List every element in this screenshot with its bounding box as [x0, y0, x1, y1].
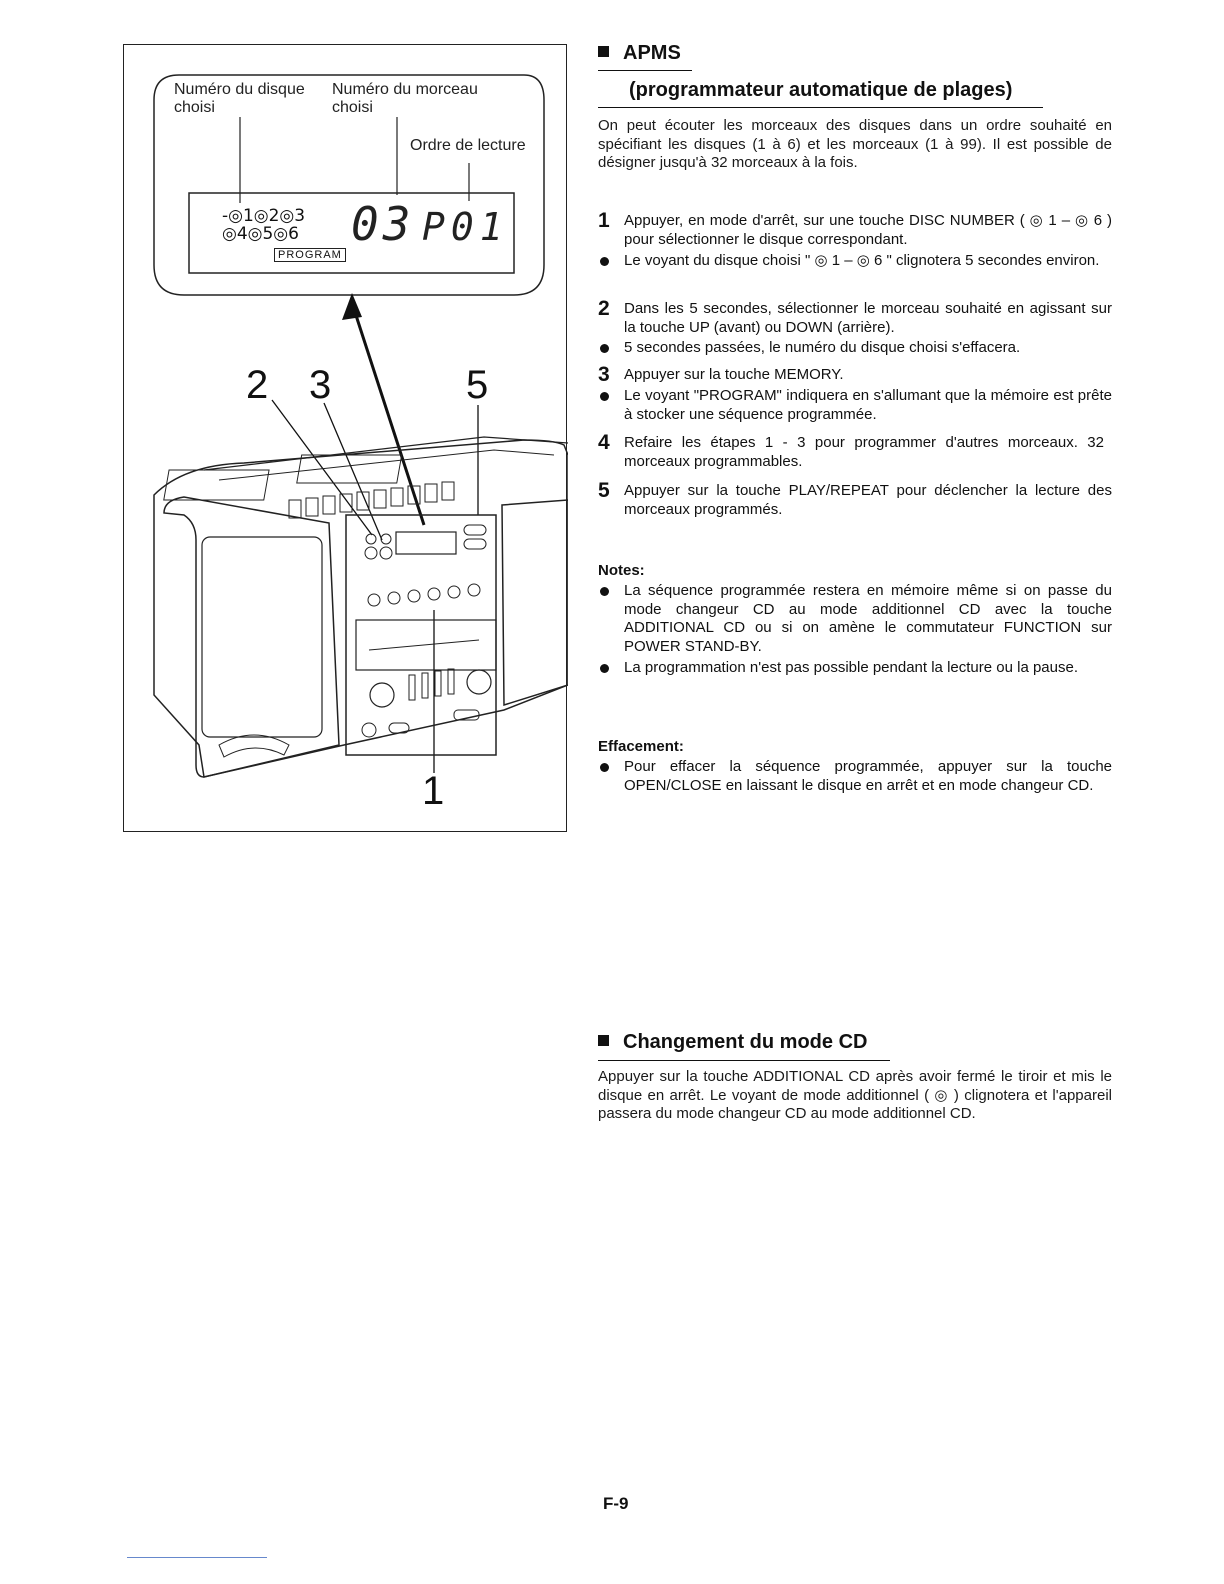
illustration-panel	[123, 44, 567, 832]
cd-mode-heading	[598, 1031, 867, 1054]
notes-heading: Notes:	[598, 562, 645, 579]
bullet-dot-icon	[600, 763, 609, 772]
lcd-program-indicator: PROGRAM	[274, 248, 346, 262]
lcd-discs-row-1: -◎1◎2◎3	[222, 206, 306, 226]
note-text: La séquence programmée restera en mémoire même si on passe du mode changeur CD au mode additionnel CD avec la touche ADDITIONAL CD ou si on amène le commutateur FUNCTION sur POWER STAND-BY.	[624, 582, 1112, 655]
bullet-dot-icon	[600, 392, 609, 401]
cd-mode-title: Changement du mode CD	[623, 1031, 868, 1053]
center-panel	[346, 515, 496, 755]
step-3-note	[598, 387, 1112, 424]
figure-step-label-3: 3	[309, 363, 332, 407]
apms-subtitle-rule	[598, 107, 1043, 108]
apms-intro: On peut écouter les morceaux des disques dans un ordre souhaité en spécifiant les disques (1 à 6) et les morceaux (1 à 99). Il est possible de désigner jusqu'à 32 morceaux à la fois.	[598, 117, 1112, 171]
note-text: 5 secondes passées, le numéro du disque choisi s'effacera.	[624, 339, 1021, 356]
step-1-note	[598, 252, 1112, 271]
step-1	[598, 209, 1112, 249]
figure-step-label-5: 5	[466, 363, 489, 407]
step-4	[598, 431, 1112, 471]
lcd-track-number: 03	[351, 197, 415, 251]
step-2-note	[598, 339, 1112, 358]
erase-note	[598, 758, 1112, 795]
step-text: Refaire les étapes 1 - 3 pour programmer d'autres morceaux. 32 morceaux programmables.	[624, 434, 1104, 470]
section-bullet-icon	[598, 1035, 609, 1046]
bullet-dot-icon	[600, 344, 609, 353]
callout-play-order: Ordre de lecture	[410, 137, 526, 154]
unit-display	[396, 532, 456, 554]
erase-heading: Effacement:	[598, 738, 684, 755]
lcd-disc-indicators	[222, 207, 305, 243]
note-2	[598, 659, 1112, 678]
right-speaker	[502, 500, 568, 705]
note-text: La programmation n'est pas possible pendant la lecture ou la pause.	[624, 659, 1078, 676]
step-3	[598, 363, 1112, 386]
bullet-dot-icon	[600, 664, 609, 673]
note-text: Le voyant du disque choisi " ◎ 1 – ◎ 6 " clignotera 5 secondes environ.	[624, 252, 1100, 269]
section-bullet-icon	[598, 46, 609, 57]
step-5	[598, 479, 1112, 519]
cd-mode-text: Appuyer sur la touche ADDITIONAL CD après avoir fermé le tiroir et mis le disque en arrêt. Le voyant de mode additionnel ( ◎ ) clignotera et l'appareil passera du mode changeur CD au mode additionnel CD.	[598, 1068, 1112, 1122]
apms-heading	[598, 42, 681, 65]
apms-title: APMS	[623, 42, 681, 64]
step-text: Appuyer, en mode d'arrêt, sur une touche DISC NUMBER ( ◎ 1 – ◎ 6 ) pour sélectionner le disque correspondant.	[624, 212, 1112, 248]
step-number: 5	[598, 479, 610, 502]
callout-disc-number: Numéro du disque choisi	[174, 81, 305, 116]
step-text: Appuyer sur la touche MEMORY.	[624, 366, 844, 383]
page-number: F-9	[603, 1494, 629, 1513]
cd-mode-rule	[598, 1060, 890, 1061]
bullet-dot-icon	[600, 257, 609, 266]
note-text: Le voyant "PROGRAM" indiquera en s'allumant que la mémoire est prête à stocker une séquence programmée.	[624, 387, 1112, 423]
footer-rule	[127, 1557, 267, 1558]
figure-step-label-1: 1	[422, 769, 445, 813]
apms-subtitle: (programmateur automatique de plages)	[629, 79, 1013, 101]
bullet-dot-icon	[600, 587, 609, 596]
apms-title-rule	[598, 70, 692, 71]
step-text: Appuyer sur la touche PLAY/REPEAT pour déclencher la lecture des morceaux programmés.	[624, 482, 1112, 518]
step-text: Dans les 5 secondes, sélectionner le morceau souhaité en agissant sur la touche UP (avant) ou DOWN (arrière).	[624, 300, 1112, 336]
note-text: Pour effacer la séquence programmée, appuyer sur la touche OPEN/CLOSE en laissant le disque en arrêt et en mode changeur CD.	[624, 758, 1112, 794]
step-number: 3	[598, 363, 610, 386]
lcd-program-order: P01	[422, 205, 509, 249]
step-2	[598, 297, 1112, 337]
note-1	[598, 582, 1112, 656]
callout-track-number: Numéro du morceau choisi	[332, 81, 478, 116]
step-number: 1	[598, 209, 610, 232]
stereo-illustration	[124, 45, 568, 833]
step-number: 4	[598, 431, 610, 454]
figure-step-label-2: 2	[246, 363, 269, 407]
lcd-discs-row-2: ◎4◎5◎6	[222, 224, 299, 244]
step-number: 2	[598, 297, 610, 320]
